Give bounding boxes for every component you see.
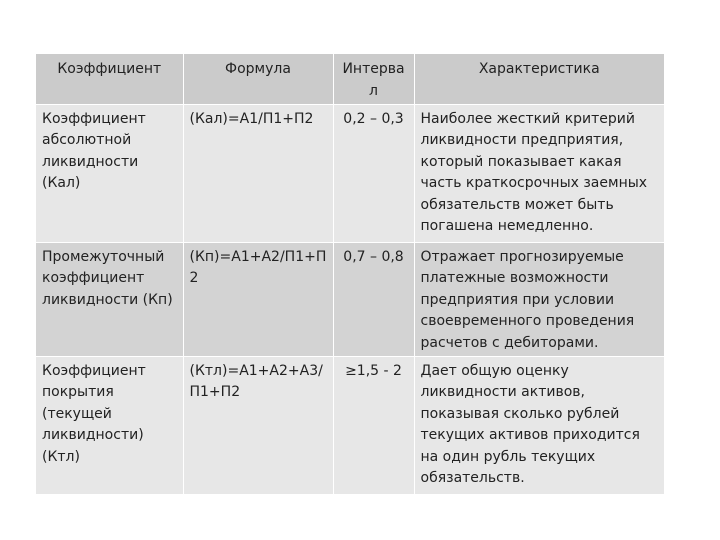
header-formula: Формула [183,54,333,104]
table-row [36,242,664,356]
cell-coefficient: Промежуточный коэффициент ликвидности (Кп) [36,242,183,356]
cell-coefficient: Коэффициент абсолютной ликвидности (Кал) [36,104,183,242]
table-row [36,104,664,242]
cell-formula: (Кп)=А1+А2/П1+П 2 [183,242,333,356]
cell-coefficient: Коэффициент покрытия (текущей ликвидности) (Ктл) [36,356,183,494]
liquidity-ratios-table [36,54,664,494]
cell-characteristic: Отражает прогнозируемые платежные возможности предприятия при условии своевременного проведения расчетов с дебиторами. [414,242,664,356]
cell-interval: ≥1,5 - 2 [333,356,414,494]
header-characteristic: Характеристика [414,54,664,104]
cell-interval: 0,2 – 0,3 [333,104,414,242]
header-interval: Интерва л [333,54,414,104]
cell-formula: (Кал)=А1/П1+П2 [183,104,333,242]
cell-formula: (Ктл)=А1+А2+А3/ П1+П2 [183,356,333,494]
table-row [36,356,664,494]
cell-characteristic: Наиболее жесткий критерий ликвидности предприятия, который показывает какая часть краткосрочных заемных обязательств может быть погашена немедленно. [414,104,664,242]
header-coefficient: Коэффициент [36,54,183,104]
cell-characteristic: Дает общую оценку ликвидности активов, показывая сколько рублей текущих активов приходится на один рубль текущих обязательств. [414,356,664,494]
table-header-row [36,54,664,104]
cell-interval: 0,7 – 0,8 [333,242,414,356]
